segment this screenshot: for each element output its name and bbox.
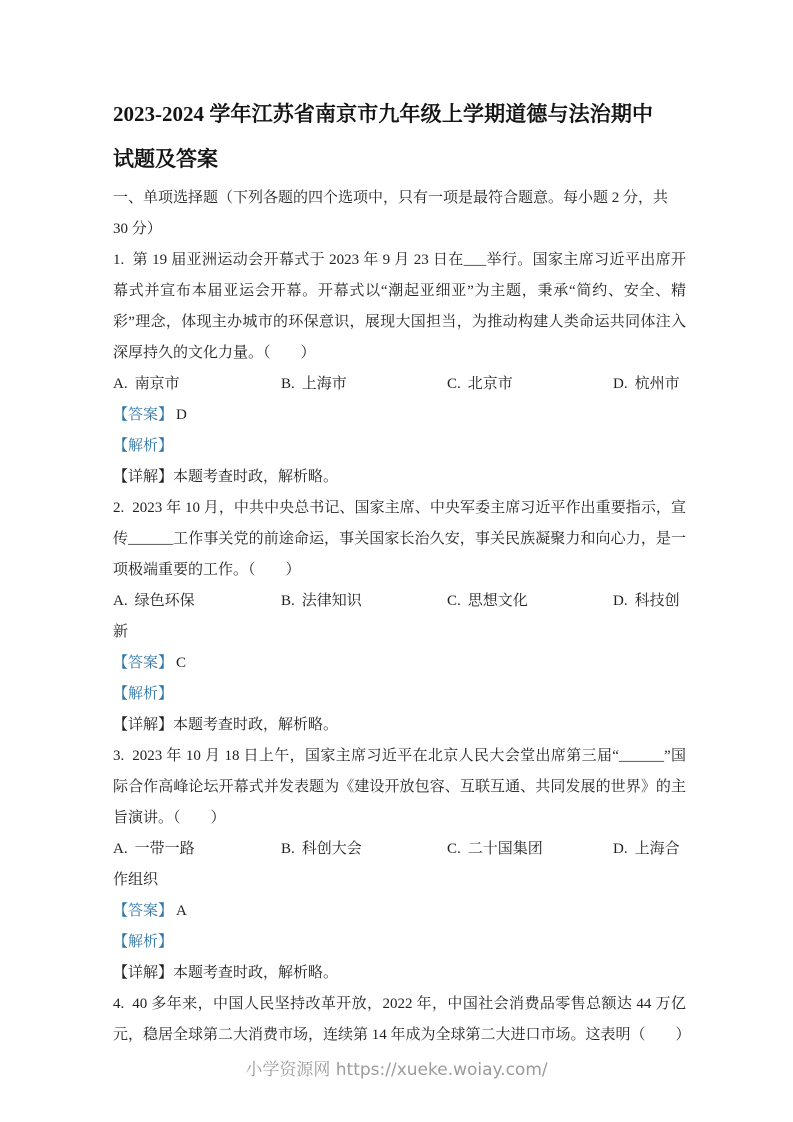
question-number: 3. bbox=[113, 748, 125, 764]
question-text: 2023 年 10 月 18 日上午，国家主席习近平在北京人民大会堂出席第三届“______”国际合作高峰论坛开幕式并发表题为《建设开放包容、互联互通、共同发展的世界》的主旨演讲。（ ） bbox=[113, 748, 686, 826]
option-d: D. 科技创新 bbox=[113, 593, 680, 640]
analysis-label: 【解析】 bbox=[113, 438, 174, 454]
analysis-label: 【解析】 bbox=[113, 686, 174, 702]
question-stem bbox=[113, 245, 686, 369]
analysis-line bbox=[113, 431, 686, 462]
option-label: C. bbox=[447, 593, 461, 609]
section-heading: 一、单项选择题（下列各题的四个选项中，只有一项是最符合题意。每小题 2 分，共 30 分） bbox=[113, 190, 669, 237]
answer-label: 【答案】 bbox=[113, 655, 174, 671]
question-text: 40 多年来，中国人民坚持改革开放，2022 年，中国社会消费品零售总额达 44 万亿元，稳居全球第二大消费市场，连续第 14 年成为全球第二大进口市场。这表明（ ） bbox=[113, 996, 691, 1043]
answer-label: 【答案】 bbox=[113, 903, 174, 919]
answer-line bbox=[113, 400, 686, 431]
questions-list bbox=[113, 245, 691, 1051]
detail-label: 【详解】 bbox=[113, 717, 174, 733]
question-block bbox=[113, 493, 686, 741]
option-label: B. bbox=[281, 376, 295, 392]
answer-label: 【答案】 bbox=[113, 407, 174, 423]
question-block bbox=[113, 245, 686, 493]
option-label: B. bbox=[281, 841, 295, 857]
answer-value: C bbox=[176, 655, 187, 671]
option-c: C. 思想文化 bbox=[447, 593, 528, 609]
question-block bbox=[113, 741, 686, 989]
tab-spacer bbox=[362, 852, 447, 853]
tab-spacer bbox=[362, 604, 447, 605]
option-c: C. 北京市 bbox=[447, 376, 513, 392]
tab-spacer bbox=[513, 387, 613, 388]
option-b: B. 上海市 bbox=[281, 376, 347, 392]
tab-spacer bbox=[528, 604, 613, 605]
page-title: 2023-2024 学年江苏省南京市九年级上学期道德与法治期中试题及答案 bbox=[113, 102, 653, 171]
question-number: 2. bbox=[113, 500, 125, 516]
option-b: B. 科创大会 bbox=[281, 841, 362, 857]
option-label: A. bbox=[113, 376, 128, 392]
option-label: D. bbox=[613, 593, 628, 609]
option-d: D. 杭州市 bbox=[613, 376, 680, 392]
options-row bbox=[113, 586, 686, 648]
detail-line bbox=[113, 958, 686, 989]
option-d: D. 上海合作组织 bbox=[113, 841, 680, 888]
tab-spacer bbox=[195, 852, 281, 853]
option-label: C. bbox=[447, 841, 461, 857]
option-a: A. 绿色环保 bbox=[113, 593, 195, 609]
option-b: B. 法律知识 bbox=[281, 593, 362, 609]
tab-spacer bbox=[543, 852, 613, 853]
site-footer: 小学资源网 https://xueke.woiay.com/ bbox=[245, 1060, 548, 1080]
detail-line bbox=[113, 710, 686, 741]
option-c: C. 二十国集团 bbox=[447, 841, 543, 857]
question-number: 4. bbox=[113, 996, 125, 1012]
option-label: C. bbox=[447, 376, 461, 392]
question-number: 1. bbox=[113, 252, 125, 268]
answer-value: A bbox=[176, 903, 187, 919]
option-label: A. bbox=[113, 841, 128, 857]
tab-spacer bbox=[180, 387, 281, 388]
option-label: D. bbox=[613, 376, 628, 392]
detail-label: 【详解】 bbox=[113, 965, 174, 981]
question-text: 第 19 届亚洲运动会开幕式于 2023 年 9 月 23 日在___举行。国家主席习近平出席开幕式并宣布本届亚运会开幕。开幕式以“潮起亚细亚”为主题，秉承“简约、安全、精彩”理念，体现主办城市的环保意识，展现大国担当，为推动构建人类命运共同体注入深厚持久的文化力量。（ ） bbox=[113, 252, 686, 361]
tab-spacer bbox=[195, 604, 281, 605]
answer-value: D bbox=[176, 407, 187, 423]
question-text: 2023 年 10 月，中共中央总书记、国家主席、中央军委主席习近平作出重要指示，宣传______工作事关党的前途命运，事关国家长治久安，事关民族凝聚力和向心力，是一项极端重要的工作。（ ） bbox=[113, 500, 686, 578]
option-label: D. bbox=[613, 841, 628, 857]
detail-line bbox=[113, 462, 686, 493]
analysis-line bbox=[113, 679, 686, 710]
question-block bbox=[113, 989, 691, 1051]
option-label: B. bbox=[281, 593, 295, 609]
question-stem bbox=[113, 989, 691, 1051]
detail-text: 本题考查时政，解析略。 bbox=[173, 469, 339, 485]
options-row bbox=[113, 834, 686, 896]
options-row bbox=[113, 369, 686, 400]
detail-text: 本题考查时政，解析略。 bbox=[173, 965, 339, 981]
option-a: A. 南京市 bbox=[113, 376, 180, 392]
detail-label: 【详解】 bbox=[113, 469, 174, 485]
detail-text: 本题考查时政，解析略。 bbox=[173, 717, 339, 733]
answer-line bbox=[113, 648, 686, 679]
question-stem bbox=[113, 741, 686, 834]
tab-spacer bbox=[347, 387, 447, 388]
question-stem bbox=[113, 493, 686, 586]
answer-line bbox=[113, 896, 686, 927]
option-a: A. 一带一路 bbox=[113, 841, 195, 857]
analysis-label: 【解析】 bbox=[113, 934, 174, 950]
analysis-line bbox=[113, 927, 686, 958]
option-label: A. bbox=[113, 593, 128, 609]
